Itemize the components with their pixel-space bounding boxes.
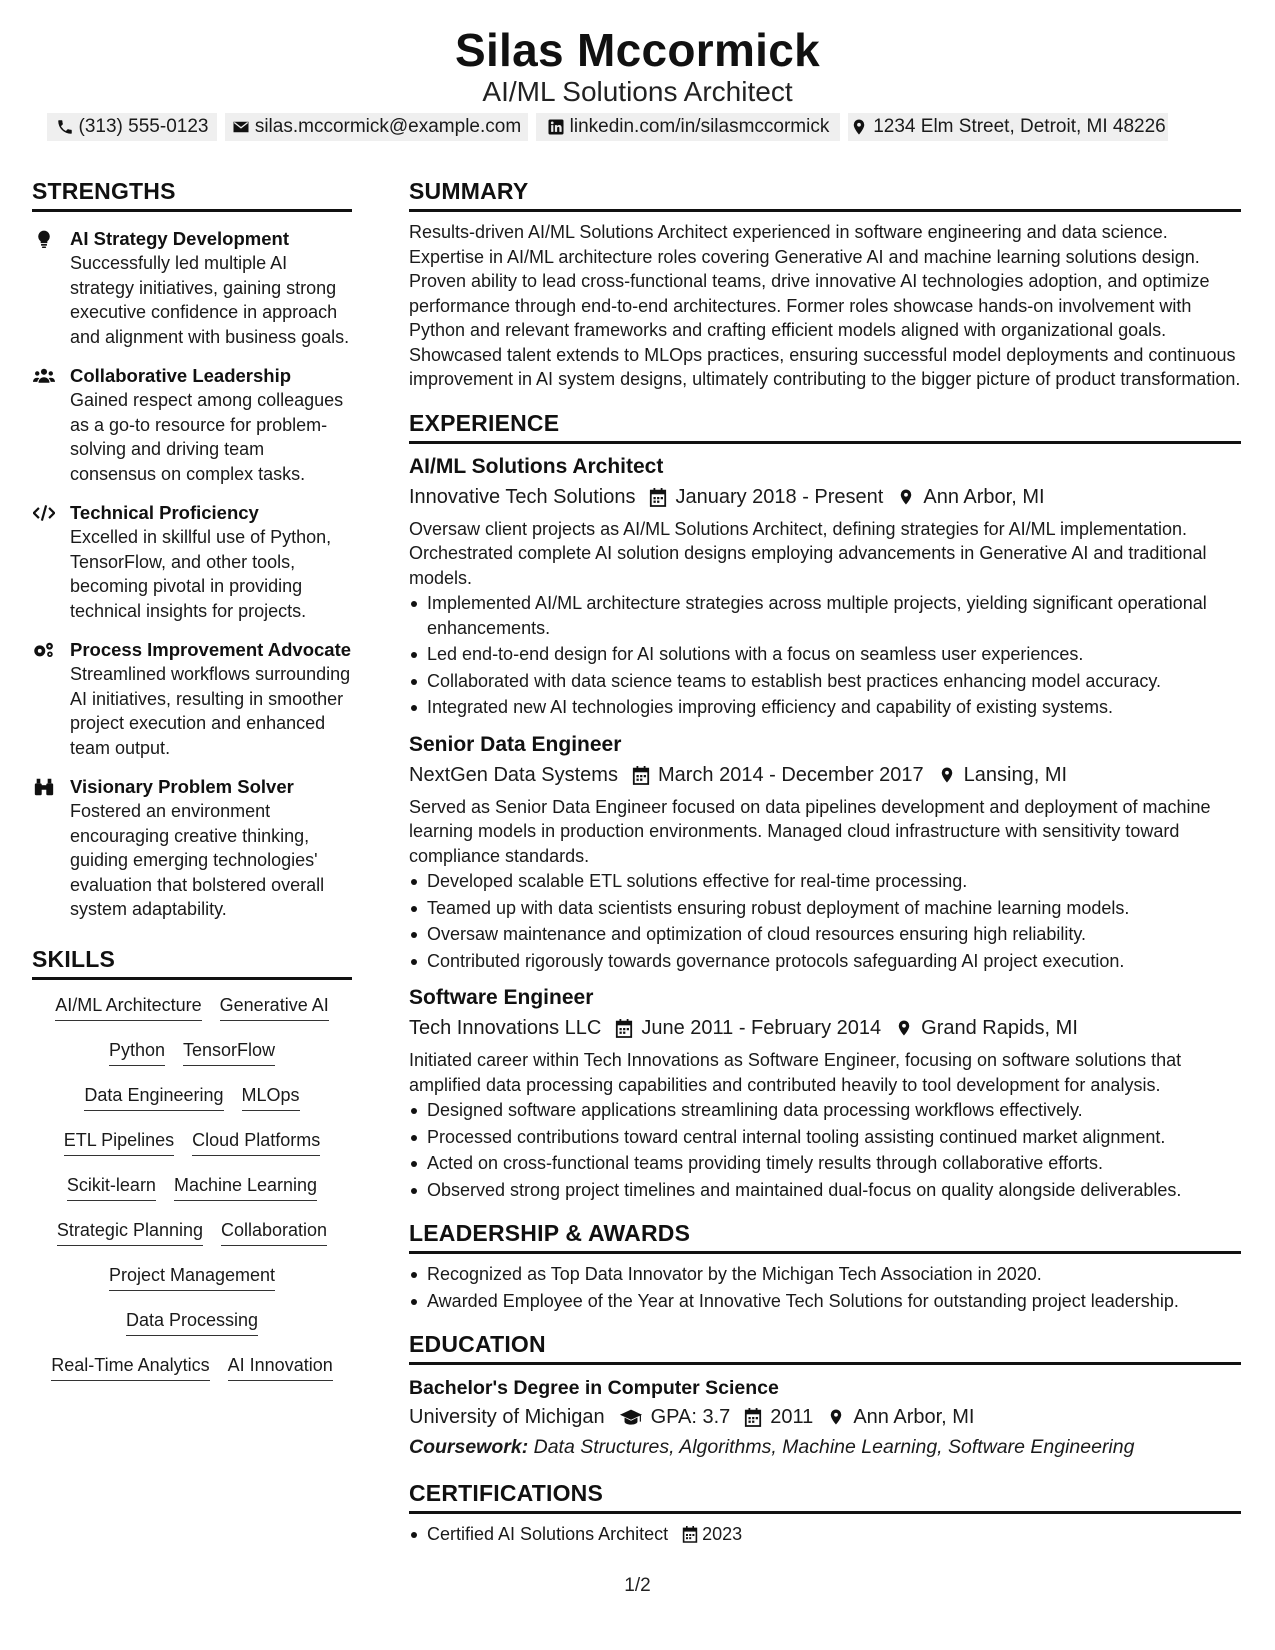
awards-heading: LEADERSHIP & AWARDS [409, 1218, 1241, 1254]
skill-tag: Machine Learning [174, 1173, 317, 1201]
education-heading: EDUCATION [409, 1329, 1241, 1365]
list-item: Contributed rigorously towards governance protocols safeguarding AI project execution. [409, 949, 1241, 974]
lightbulb-icon [32, 229, 56, 249]
map-marker-icon [897, 487, 915, 507]
candidate-role: AI/ML Solutions Architect [482, 76, 793, 107]
graduation-cap-icon [619, 1407, 643, 1427]
phone-icon [56, 118, 74, 136]
strength-desc: Successfully led multiple AI strategy initiatives, gaining strong executive confidence in approach and alignment with business goals. [70, 253, 350, 347]
skill-row [57, 1218, 327, 1263]
skill-tag: Project Management [109, 1263, 275, 1291]
skill-tag: Cloud Platforms [192, 1128, 320, 1156]
linkedin-text: linkedin.com/in/silasmccormick [569, 116, 830, 137]
strength-title: AI Strategy Development [70, 228, 289, 249]
certifications-list [409, 1522, 1241, 1547]
education-school: University of Michigan [409, 1406, 605, 1428]
list-item: Observed strong project timelines and maintained dual-focus on quality alongside deliverables. [409, 1178, 1241, 1203]
strengths-heading: STRENGTHS [32, 176, 352, 212]
job-description: Initiated career within Tech Innovations as Software Engineer, focusing on software solutions that amplified data processing capabilities and contributed heavily to tool development for analysis. [409, 1050, 1182, 1095]
job-meta [409, 1013, 1241, 1043]
skill-tag: Collaboration [221, 1218, 327, 1246]
awards-list [409, 1262, 1241, 1313]
gears-icon [32, 640, 56, 660]
strength-item [32, 637, 352, 760]
candidate-name: Silas Mccormick [454, 24, 821, 76]
page-number: 1/2 [624, 1575, 651, 1596]
strength-desc: Gained respect among colleagues as a go-to resource for problem-solving and driving team consensus on complex tasks. [70, 390, 344, 484]
contact-bar [47, 113, 1228, 141]
list-item: Led end-to-end design for AI solutions with a focus on seamless user experiences. [409, 642, 1241, 667]
skill-tag: Python [109, 1038, 165, 1066]
list-item: Collaborated with data science teams to establish best practices enhancing model accuracy. [409, 669, 1241, 694]
strength-item [32, 500, 352, 623]
job-company: Innovative Tech Solutions [409, 485, 636, 508]
strength-item [32, 363, 352, 486]
skills-list [32, 993, 352, 1398]
users-icon [32, 366, 56, 386]
job-bullets [409, 869, 1241, 973]
calendar-icon [649, 487, 667, 507]
strength-title: Process Improvement Advocate [70, 639, 352, 660]
contact-address [848, 113, 1168, 141]
skill-tag: Real-Time Analytics [51, 1353, 209, 1381]
list-item: Teamed up with data scientists ensuring robust deployment of machine learning models. [409, 896, 1241, 921]
experience-heading: EXPERIENCE [409, 408, 1241, 444]
list-item: Awarded Employee of the Year at Innovative Tech Solutions for outstanding project leadership. [409, 1289, 1241, 1314]
strength-desc: Fostered an environment encouraging creative thinking, guiding emerging technologies' evaluation that bolstered overall system adaptability. [70, 801, 325, 919]
education-year: 2011 [770, 1406, 814, 1428]
linkedin-icon [547, 118, 565, 136]
strength-title: Collaborative Leadership [70, 365, 292, 386]
list-item: Acted on cross-functional teams providing timely results through collaborative efforts. [409, 1151, 1241, 1176]
skill-tag: Data Processing [126, 1308, 258, 1336]
skill-row [64, 1128, 320, 1173]
strength-title: Technical Proficiency [70, 502, 259, 523]
list-item: Processed contributions toward central internal tooling assisting continued market alignment. [409, 1125, 1241, 1150]
job-entry [409, 983, 1241, 1202]
skill-tag: Strategic Planning [57, 1218, 203, 1246]
job-title: Software Engineer [409, 986, 594, 1009]
list-item: Developed scalable ETL solutions effective for real-time processing. [409, 869, 1241, 894]
skill-tag: ETL Pipelines [64, 1128, 174, 1156]
skill-row [109, 1038, 275, 1083]
certifications-heading: CERTIFICATIONS [409, 1478, 1241, 1514]
job-location: Grand Rapids, MI [921, 1017, 1078, 1039]
skill-row [51, 1353, 332, 1398]
job-company: NextGen Data Systems [409, 763, 618, 786]
skill-row [67, 1173, 317, 1218]
envelope-icon [232, 118, 250, 136]
map-marker-icon [827, 1407, 845, 1427]
contact-linkedin[interactable] [536, 113, 840, 141]
job-location: Lansing, MI [963, 763, 1068, 786]
job-meta [409, 482, 1241, 512]
certification-year: 2023 [702, 1524, 743, 1544]
certification-name: Certified AI Solutions Architect [427, 1524, 669, 1544]
email-text: silas.mccormick@example.com [254, 116, 522, 137]
resume-header [0, 22, 1275, 108]
calendar-icon [632, 765, 650, 785]
job-bullets [409, 1098, 1241, 1202]
education-meta [409, 1402, 1241, 1432]
list-item: Oversaw maintenance and optimization of cloud resources ensuring high reliability. [409, 922, 1241, 947]
code-icon [32, 503, 56, 523]
job-dates: January 2018 - Present [675, 485, 884, 508]
list-item: Implemented AI/ML architecture strategies across multiple projects, yielding significant operational enhancements. [409, 591, 1241, 640]
map-marker-icon [850, 118, 868, 136]
job-bullets [409, 591, 1241, 720]
job-dates: June 2011 - February 2014 [641, 1017, 882, 1039]
skill-tag: Data Engineering [84, 1083, 223, 1111]
coursework-text: Data Structures, Algorithms, Machine Learning, Software Engineering [533, 1436, 1135, 1458]
phone-text: (313) 555-0123 [78, 116, 209, 137]
education-gpa: GPA: 3.7 [650, 1406, 731, 1428]
calendar-icon [682, 1525, 698, 1543]
contact-email[interactable] [225, 113, 528, 141]
job-title: AI/ML Solutions Architect [409, 454, 664, 478]
education-coursework [409, 1432, 1241, 1462]
list-item: Integrated new AI technologies improving efficiency and capability of existing systems. [409, 695, 1241, 720]
job-entry [409, 452, 1241, 720]
binoculars-icon [32, 777, 56, 797]
skill-row [109, 1263, 275, 1308]
job-dates: March 2014 - December 2017 [657, 763, 924, 786]
strength-title: Visionary Problem Solver [70, 776, 294, 797]
job-entry [409, 730, 1241, 974]
education-location: Ann Arbor, MI [853, 1406, 975, 1428]
job-company: Tech Innovations LLC [409, 1017, 602, 1039]
list-item [409, 1522, 1241, 1547]
calendar-icon [744, 1407, 762, 1427]
list-item: Designed software applications streamlining data processing workflows effectively. [409, 1098, 1241, 1123]
calendar-icon [615, 1018, 633, 1038]
skills-heading: SKILLS [32, 944, 352, 980]
summary-heading: SUMMARY [409, 176, 1241, 212]
job-location: Ann Arbor, MI [923, 485, 1045, 508]
strength-item [32, 226, 352, 349]
skill-row [126, 1308, 258, 1353]
job-description: Oversaw client projects as AI/ML Solutions Architect, defining strategies for AI/ML implementation. Orchestrated complete AI solution designs employing advancements in Generative AI and traditional models. [409, 518, 1207, 588]
map-marker-icon [895, 1018, 913, 1038]
skill-tag: Generative AI [220, 993, 329, 1021]
left-column [32, 176, 352, 1398]
job-meta [409, 760, 1241, 790]
strength-desc: Excelled in skillful use of Python, TensorFlow, and other tools, becoming pivotal in providing technical insights for projects. [70, 527, 332, 621]
right-column [409, 176, 1241, 1549]
strength-desc: Streamlined workflows surrounding AI initiatives, resulting in smoother project execution and enhanced team output. [70, 664, 351, 758]
summary-text: Results-driven AI/ML Solutions Architect experienced in software engineering and data science. Expertise in AI/ML architecture roles covering Generative AI and machine learning solutions design. Proven ability to lead cross-functional teams, drive innovative AI technologies adoption, and optimize performance through end-to-end architectures. Former roles showcase hands-on involvement with Python and relevant frameworks and crafting efficient models aligned with organizational goals. Showcased talent extends to MLOps practices, ensuring successful model deployments and continuous improvement in AI system designs, ultimately contributing to the bigger picture of product transformation. [409, 222, 1241, 389]
list-item: Recognized as Top Data Innovator by the Michigan Tech Association in 2020. [409, 1262, 1241, 1287]
map-marker-icon [938, 765, 956, 785]
skill-tag: TensorFlow [183, 1038, 275, 1066]
skill-tag: Scikit-learn [67, 1173, 156, 1201]
job-title: Senior Data Engineer [409, 732, 622, 756]
job-description: Served as Senior Data Engineer focused on data pipelines development and deployment of machine learning models in production environments. Managed cloud infrastructure with sensitivity toward compliance standards. [409, 796, 1211, 866]
coursework-label: Coursework: [409, 1436, 529, 1458]
skill-row [84, 1083, 299, 1128]
skill-tag: AI Innovation [228, 1353, 333, 1381]
address-text: 1234 Elm Street, Detroit, MI 48226 [873, 116, 1166, 137]
skill-row [55, 993, 328, 1038]
skill-tag: AI/ML Architecture [55, 993, 201, 1021]
skill-tag: MLOps [242, 1083, 300, 1111]
contact-phone[interactable] [47, 113, 217, 141]
education-degree: Bachelor's Degree in Computer Science [409, 1377, 779, 1399]
strength-item [32, 774, 352, 922]
